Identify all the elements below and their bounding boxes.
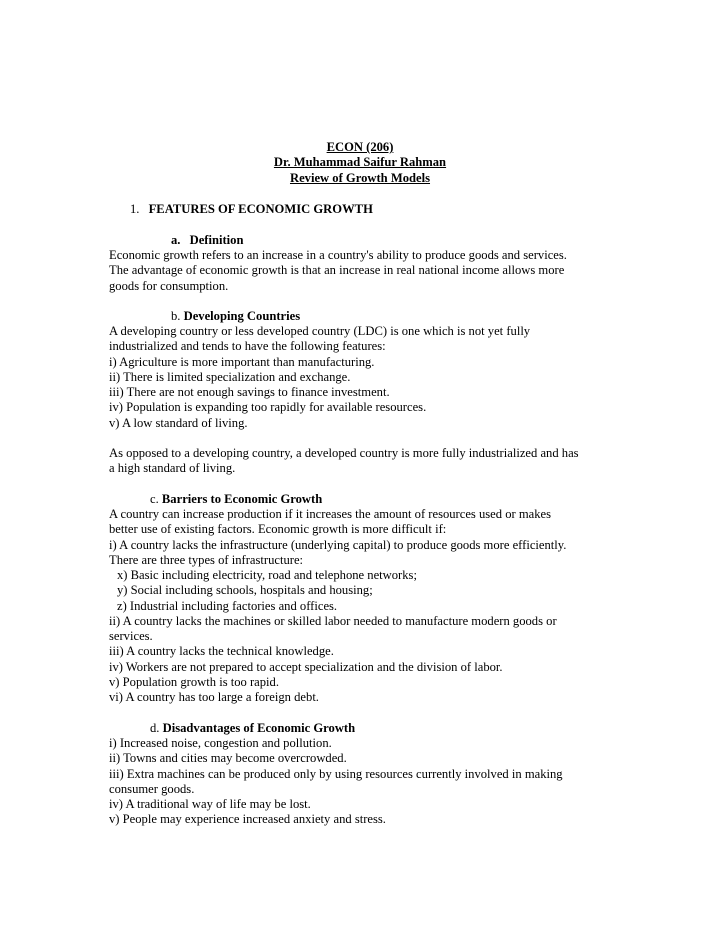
barriers-paragraph	[109, 507, 669, 705]
course-title: ECON (206)	[326, 140, 394, 154]
text-line: There are three types of infrastructure:	[109, 552, 304, 567]
list-item: iv) Workers are not prepared to accept specialization and the division of labor.	[109, 659, 503, 674]
text-line: services.	[109, 629, 153, 643]
list-item: v) Population growth is too rapid.	[109, 674, 280, 689]
list-item: ii) Towns and cities may become overcrowded.	[109, 751, 347, 766]
sub-list-item: y) Social including schools, hospitals and housing;	[117, 583, 373, 598]
subsection-marker: a.	[171, 233, 181, 247]
text-line: industrialized and tends to have the following features:	[109, 339, 386, 354]
list-item: i) A country lacks the infrastructure (underlying capital) to produce goods more efficiently.	[109, 537, 567, 552]
subsection-title: Definition	[189, 233, 244, 247]
text-line: The advantage of economic growth is that an increase in real national income allows more	[109, 263, 565, 278]
list-item: i) Agriculture is more important than manufacturing.	[109, 354, 375, 369]
subsection-heading-definition	[171, 233, 243, 248]
list-item: ii) A country lacks the machines or skilled labor needed to manufacture modern goods or	[109, 613, 557, 628]
section-number: 1.	[130, 202, 140, 216]
list-item: iv) Population is expanding too rapidly for available resources.	[109, 400, 427, 415]
instructor-name: Dr. Muhammad Saifur Rahman	[273, 155, 447, 170]
subsection-heading-barriers	[150, 492, 322, 507]
subsection-heading-developing	[171, 309, 300, 324]
text-line: A country can increase production if it increases the amount of resources used or makes	[109, 507, 552, 521]
text-line: better use of existing factors. Economic growth is more difficult if:	[109, 522, 447, 537]
subsection-marker: b.	[171, 309, 181, 323]
subsection-title: Barriers to Economic Growth	[161, 492, 323, 506]
list-item: iii) There are not enough savings to finance investment.	[109, 385, 390, 399]
developing-paragraph	[109, 324, 669, 431]
document-topic: Review of Growth Models	[289, 170, 431, 185]
list-item: iv) A traditional way of life may be lost.	[109, 797, 311, 811]
subsection-marker: d.	[150, 721, 160, 735]
subsection-title: Disadvantages of Economic Growth	[162, 721, 356, 735]
document-header	[0, 140, 720, 186]
list-item: ii) There is limited specialization and exchange.	[109, 369, 351, 384]
text-line: As opposed to a developing country, a developed country is more fully industrialized and has	[109, 446, 579, 460]
text-line: Economic growth refers to an increase in a country's ability to produce goods and services.	[109, 248, 567, 262]
subsection-marker: c.	[150, 492, 159, 506]
list-item: iii) Extra machines can be produced only by using resources currently involved in making	[109, 766, 563, 781]
list-item: iii) A country lacks the technical knowledge.	[109, 644, 334, 659]
list-item: v) A low standard of living.	[109, 415, 248, 430]
definition-paragraph	[109, 248, 669, 294]
list-item: v) People may experience increased anxiety and stress.	[109, 812, 386, 827]
section-heading	[130, 202, 373, 217]
disadvantages-paragraph	[109, 736, 669, 828]
text-line: goods for consumption.	[109, 278, 229, 293]
sub-list-item: x) Basic including electricity, road and telephone networks;	[117, 568, 417, 582]
section-title: FEATURES OF ECONOMIC GROWTH	[148, 202, 373, 216]
list-item: i) Increased noise, congestion and pollution.	[109, 736, 332, 750]
developed-contrast-paragraph	[109, 446, 669, 477]
text-line: a high standard of living.	[109, 461, 236, 476]
subsection-heading-disadvantages	[150, 721, 355, 736]
list-item: vi) A country has too large a foreign debt.	[109, 690, 319, 704]
subsection-title: Developing Countries	[183, 309, 301, 323]
text-line: consumer goods.	[109, 781, 195, 796]
sub-list-item: z) Industrial including factories and offices.	[117, 598, 338, 613]
text-line: A developing country or less developed country (LDC) is one which is not yet fully	[109, 324, 531, 338]
